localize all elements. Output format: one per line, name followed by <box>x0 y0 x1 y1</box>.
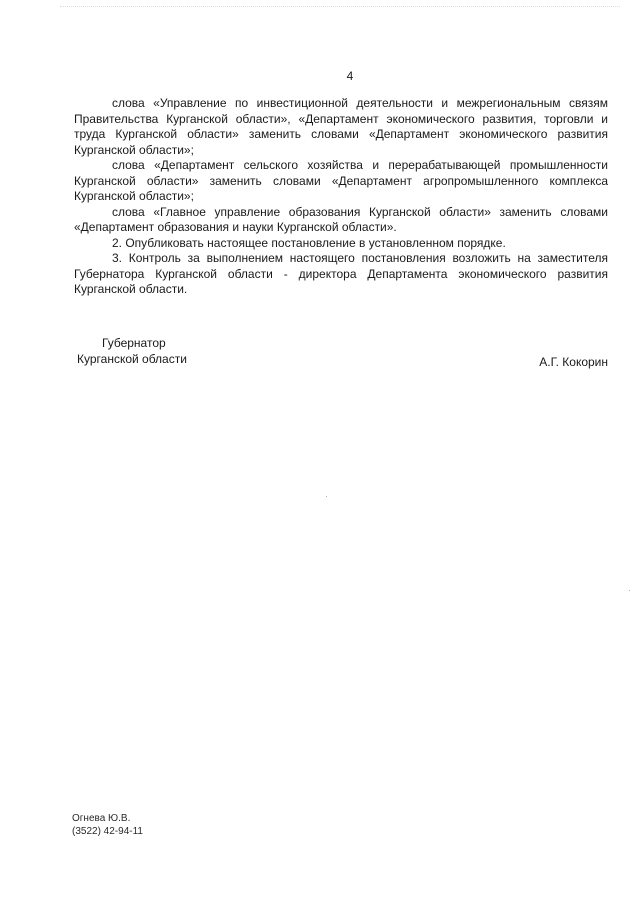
scan-speck <box>629 590 630 591</box>
paragraph: слова «Департамент сельского хозяйства и перерабатывающей промышленности Курганской области» заменить словами «Департамент агропромышленного комплекса Курганской области»; <box>74 158 608 203</box>
signatory-title-line2: Курганской области <box>77 352 187 366</box>
executor-name: Огнева Ю.В. <box>72 813 131 824</box>
paragraph: слова «Управление по инвестиционной деятельности и межрегиональным связям Правительства Курганской области», «Департамент экономического развития, торговли и труда Курганской области» заменить словами «Департамент экономического развития Курганской области»; <box>74 96 608 157</box>
paragraph: 2. Опубликовать настоящее постановление в установленном порядке. <box>112 235 506 250</box>
signatory-name: А.Г. Кокорин <box>539 355 608 369</box>
paragraph: 3. Контроль за выполнением настоящего постановления возложить на заместителя Губернатора Курганской области - директора Департамента экономического развития Курганской области. <box>74 251 608 296</box>
executor-info <box>72 812 143 838</box>
paragraph: слова «Главное управление образования Курганской области» заменить словами «Департамент образования и науки Курганской области». <box>74 204 608 234</box>
page-number: 4 <box>346 69 354 83</box>
signatory-title-line1: Губернатор <box>102 336 166 350</box>
document-body <box>74 96 608 298</box>
scan-artifact <box>60 6 620 9</box>
executor-phone: (3522) 42-94-11 <box>72 826 143 837</box>
scan-speck <box>326 496 327 497</box>
